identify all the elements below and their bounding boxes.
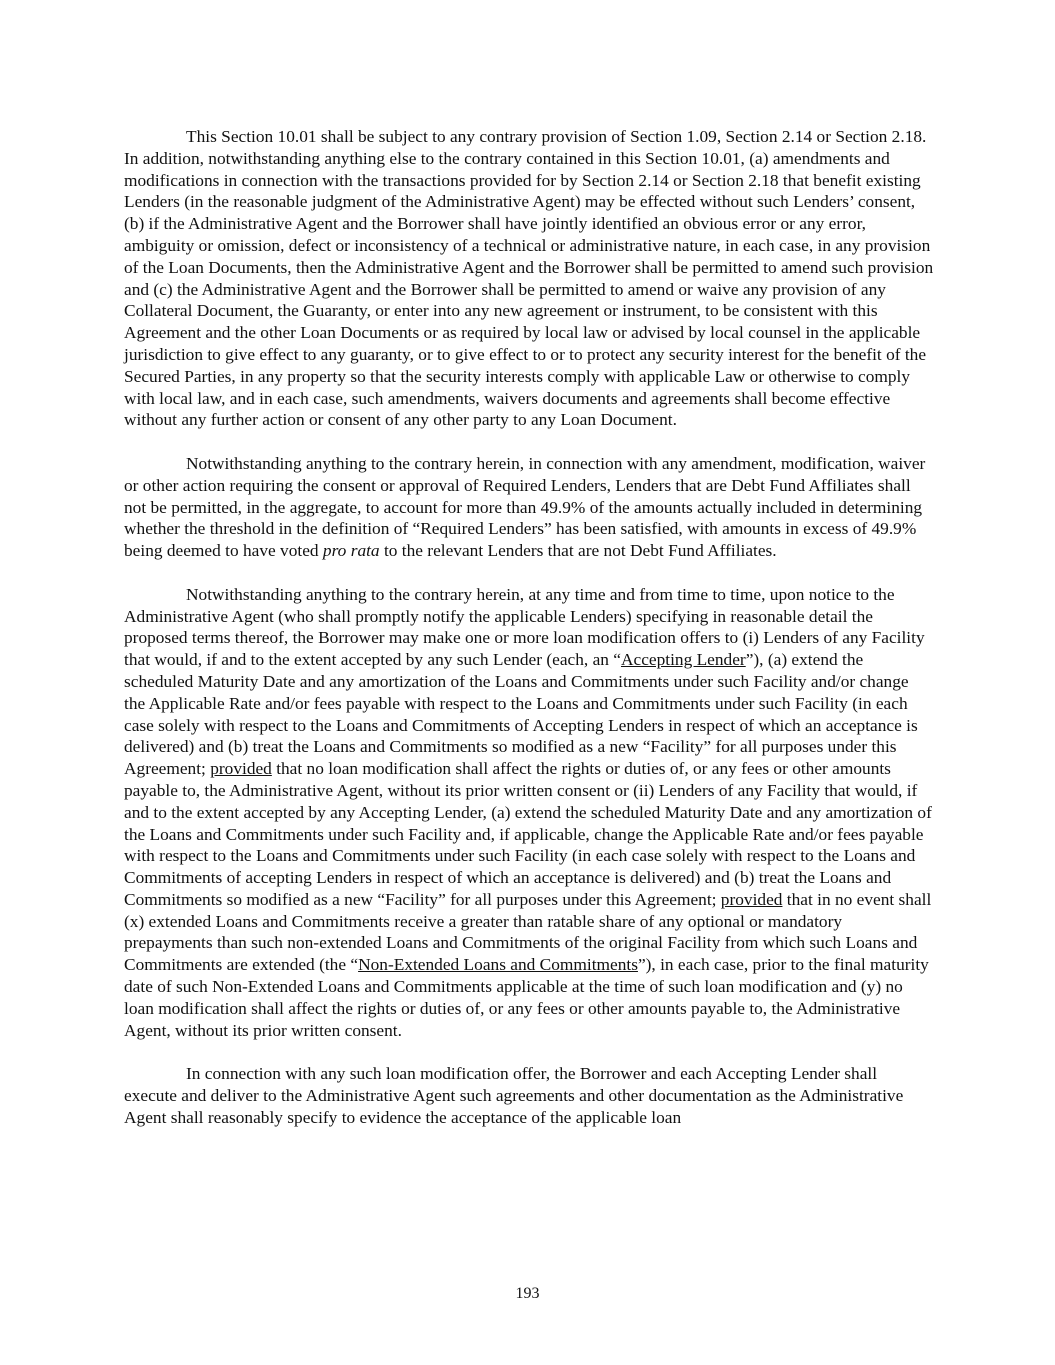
italic-text-run: pro rata <box>322 541 380 561</box>
page-number: 193 <box>515 1285 540 1302</box>
underline-text-run: Accepting Lender <box>620 650 746 670</box>
underline-text-run: Non-Extended Loans and Commitments <box>358 955 638 975</box>
text-run: that no loan modification shall affect the rights or duties of, or any fees or other amounts payable to, the Administrative Agent, without its prior written consent or (ii) Lenders of any Facility that would, if and to the extent accepted by any Accepting Lender, (a) extend the scheduled Maturity Date and any amortization of the Loans and Commitments under such Facility and, if applicable, change the Applicable Rate and/or fees payable with respect to the Loans and Commitments under such Facility (in each case solely with respect to the Loans and Commitments of accepting Lenders in respect of which an acceptance is delivered) and (b) treat the Loans and Commitments so modified as a new “Facility” for all purposes under this Agreement; <box>124 759 932 909</box>
document-body <box>124 126 934 1129</box>
underline-text-run: provided <box>720 889 783 909</box>
text-run: ”), in each case, prior to the final maturity date of such Non-Extended Loans and Commitments applicable at the time of such loan modification and (y) no loan modification shall affect the rights or duties of, or any fees or other amounts payable to, the Administrative Agent, without its prior written consent. <box>124 955 929 1040</box>
paragraph-3 <box>124 584 934 1042</box>
paragraph-1 <box>124 126 934 431</box>
text-run: to the relevant Lenders that are not Debt Fund Affiliates. <box>379 541 777 561</box>
underline-text-run: provided <box>210 759 272 779</box>
text-run: Notwithstanding anything to the contrary herein, in connection with any amendment, modification, waiver or other action requiring the consent or approval of Required Lenders, Lenders that are Debt Fund Affiliates shall not be permitted, in the aggregate, to account for more than 49.9% of the amounts actually included in determining whether the threshold in the definition of “Required Lenders” has been satisfied, with amounts in excess of 49.9% being deemed to have voted <box>124 453 926 561</box>
text-run: ”), (a) extend the scheduled Maturity Date and any amortization of the Loans and Commitments under such Facility and/or change the Applicable Rate and/or fees payable with respect to the Loans and Commitments under such Facility (in each case solely with respect to the Loans and Commitments of Accepting Lenders in respect of which an acceptance is delivered) and (b) treat the Loans and Commitments so modified as a new “Facility” for all purposes under this Agreement; <box>124 650 918 779</box>
text-run: that in no event shall (x) extended Loans and Commitments receive a greater than ratable share of any optional or mandatory prepayments than such non-extended Loans and Commitments of the original Facility from which such Loans and Commitments are extended (the “ <box>124 889 932 975</box>
text-run: This Section 10.01 shall be subject to any contrary provision of Section 1.09, Section 2.14 or Section 2.18. In addition, notwithstanding anything else to the contrary contained in this Section 10.01, (a) amendments and modifications in connection with the transactions provided for by Section 2.14 or Section 2.18 that benefit existing Lenders (in the reasonable judgment of the Administrative Agent) may be effected without such Lenders’ consent, (b) if the Administrative Agent and the Borrower shall have jointly identified an obvious error or any error, ambiguity or omission, defect or inconsistency of a technical or administrative nature, in each case, in any provision of the Loan Documents, then the Administrative Agent and the Borrower shall be permitted to amend such provision and (c) the Administrative Agent and the Borrower shall be permitted to amend or waive any provision of any Collateral Document, the Guaranty, or enter into any new agreement or instrument, to be consistent with this Agreement and the other Loan Documents or as required by local law or advised by local counsel in the applicable jurisdiction to give effect to any guaranty, or to give effect to or to protect any security interest for the benefit of the Secured Parties, in any property so that the security interests comply with applicable Law or otherwise to comply with local law, and in each case, such amendments, waivers documents and agreements shall become effective without any further action or consent of any other party to any Loan Document. <box>124 127 934 430</box>
paragraph-4 <box>124 1063 934 1128</box>
paragraph-2 <box>124 453 934 562</box>
text-run: In connection with any such loan modification offer, the Borrower and each Accepting Lender shall execute and deliver to the Administrative Agent such agreements and other documentation as the Administrative Agent shall reasonably specify to evidence the acceptance of the applicable loan <box>124 1064 904 1127</box>
text-run: Notwithstanding anything to the contrary herein, at any time and from time to time, upon notice to the Administrative Agent (who shall promptly notify the applicable Lenders) specifying in reasonable detail the proposed terms thereof, the Borrower may make one or more loan modification offers to (i) Lenders of any Facility that would, if and to the extent accepted by any such Lender (each, an “ <box>124 584 925 670</box>
